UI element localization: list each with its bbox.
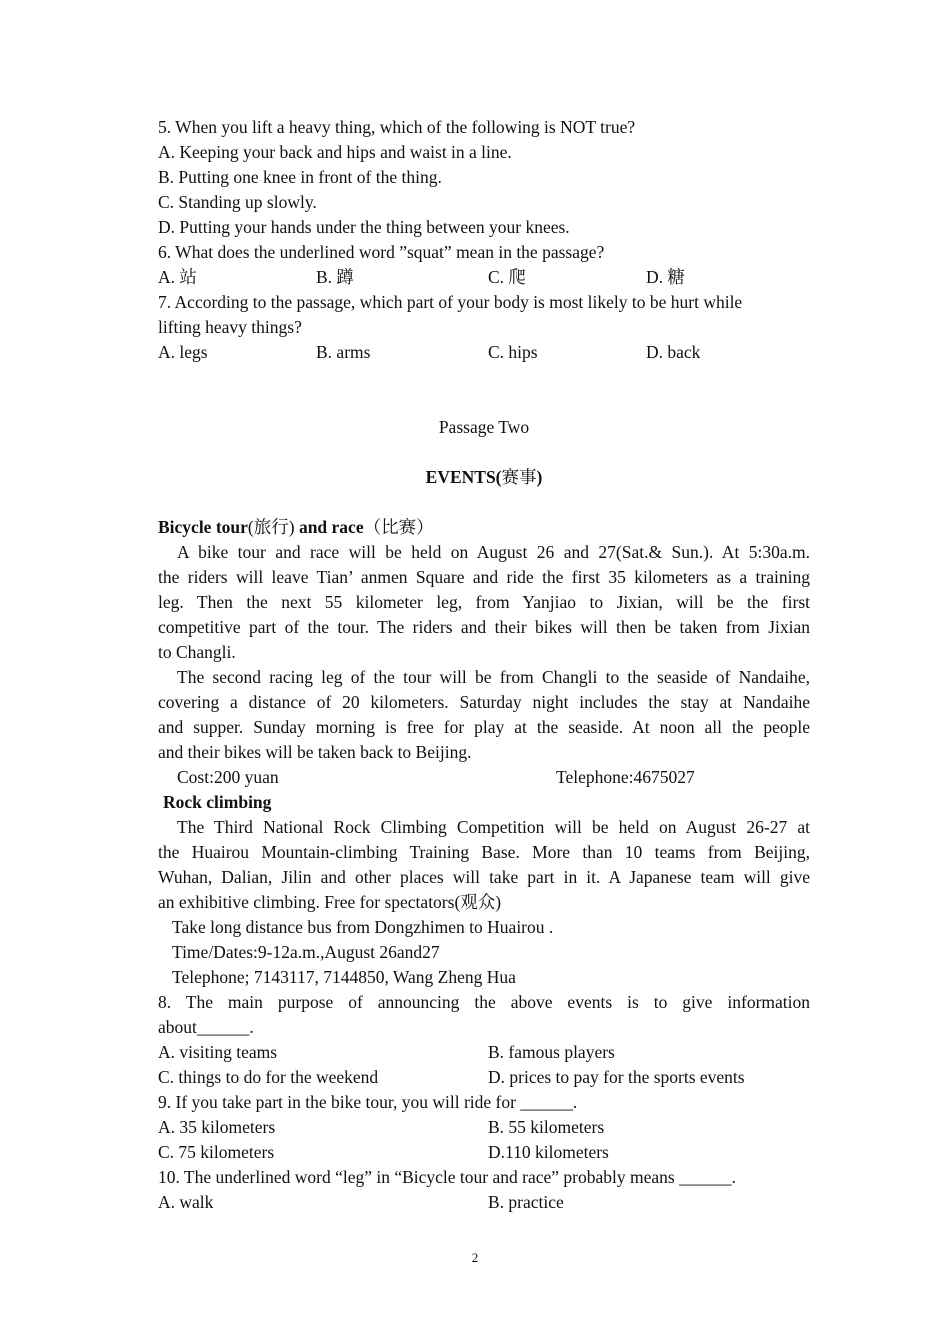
q10-stem: 10. The underlined word “leg” in “Bicycle tour and race” probably means ______. [158, 1167, 736, 1187]
q6-option-d: D. 糖 [646, 267, 685, 287]
passage-title: Passage Two [438, 417, 530, 437]
q6-option-a: A. 站 [158, 267, 197, 287]
q10-options-row1 [158, 1190, 810, 1215]
q8-stem-line2: about______. [158, 1017, 254, 1037]
q10-option-a: A. walk [158, 1192, 214, 1212]
document-page [158, 115, 810, 1215]
rock-time: Time/Dates:9-12a.m.,August 26and27 [172, 942, 440, 962]
q7-stem-line1: 7. According to the passage, which part of your body is most likely to be hurt while [158, 292, 743, 312]
rock-section-title: Rock climbing [163, 792, 272, 812]
events-heading: EVENTS(赛事) [425, 467, 543, 487]
bike-p1-line: A bike tour and race will be held on August 26 and 27(Sat.& Sun.). At 5:30a.m. [177, 542, 810, 562]
q8-option-b: B. famous players [488, 1042, 615, 1062]
q7-option-b: B. arms [316, 342, 371, 362]
rock-p1-line: Wuhan, Dalian, Jilin and other places will take part in it. A Japanese team will give [158, 867, 810, 887]
q6-option-c: C. 爬 [488, 267, 526, 287]
q8-stem-line1: 8. The main purpose of announcing the above events is to give information [158, 992, 810, 1012]
bike-section-title: Bicycle tour(旅行) and race（比赛） [158, 517, 434, 537]
q8-options-row1 [158, 1040, 810, 1065]
q9-stem: 9. If you take part in the bike tour, you will ride for ______. [158, 1092, 578, 1112]
q8-option-c: C. things to do for the weekend [158, 1067, 379, 1087]
q7-option-c: C. hips [488, 342, 538, 362]
rock-p1-line: The Third National Rock Climbing Competition will be held on August 26-27 at [177, 817, 810, 837]
bike-p1-line: to Changli. [158, 642, 236, 662]
bike-cost: Cost:200 yuan [177, 767, 279, 787]
q5-option-d: D. Putting your hands under the thing between your knees. [158, 217, 570, 237]
page-number: 2 [471, 1250, 479, 1265]
q6-option-b: B. 蹲 [316, 267, 354, 287]
q9-options-row2 [158, 1140, 810, 1165]
q8-option-d: D. prices to pay for the sports events [488, 1067, 745, 1087]
q7-option-a: A. legs [158, 342, 208, 362]
rock-p1-line: the Huairou Mountain-climbing Training Base. More than 10 teams from Beijing, [158, 842, 810, 862]
q9-options-row1 [158, 1115, 810, 1140]
q8-options-row2 [158, 1065, 810, 1090]
q5-option-c: C. Standing up slowly. [158, 192, 317, 212]
bike-p1-line: the riders will leave Tian’ anmen Square and ride the first 35 kilometers as a training [158, 567, 810, 587]
rock-p1-line: an exhibitive climbing. Free for spectators(观众) [158, 892, 502, 912]
q9-option-d: D.110 kilometers [488, 1142, 609, 1162]
bike-telephone: Telephone:4675027 [556, 767, 695, 787]
bike-p2-line: The second racing leg of the tour will be from Changli to the seaside of Nandaihe, [177, 667, 810, 687]
q5-option-a: A. Keeping your back and hips and waist in a line. [158, 142, 512, 162]
q7-stem-line2: lifting heavy things? [158, 317, 302, 337]
bike-p1-line: competitive part of the tour. The riders and their bikes will then be taken from Jixian [158, 617, 810, 637]
rock-phone: Telephone; 7143117, 7144850, Wang Zheng Hua [172, 967, 516, 987]
q5-stem: 5. When you lift a heavy thing, which of the following is NOT true? [158, 117, 636, 137]
q9-option-b: B. 55 kilometers [488, 1117, 605, 1137]
bike-p1-line: leg. Then the next 55 kilometer leg, from Yanjiao to Jixian, will be the first [158, 592, 810, 612]
rock-bus: Take long distance bus from Dongzhimen to Huairou . [172, 917, 554, 937]
q10-option-b: B. practice [488, 1192, 564, 1212]
bike-p2-line: covering a distance of 20 kilometers. Saturday night includes the stay at Nandaihe [158, 692, 810, 712]
bike-p2-line: and their bikes will be taken back to Beijing. [158, 742, 472, 762]
q7-option-d: D. back [646, 342, 701, 362]
q6-stem: 6. What does the underlined word ”squat” mean in the passage? [158, 242, 605, 262]
q5-option-b: B. Putting one knee in front of the thing. [158, 167, 442, 187]
q7-options [158, 340, 810, 365]
bike-p2-line: and supper. Sunday morning is free for play at the seaside. At noon all the people [158, 717, 810, 737]
q9-option-a: A. 35 kilometers [158, 1117, 276, 1137]
q6-options [158, 265, 810, 290]
bike-cost-row [158, 765, 810, 790]
q9-option-c: C. 75 kilometers [158, 1142, 275, 1162]
q8-option-a: A. visiting teams [158, 1042, 278, 1062]
